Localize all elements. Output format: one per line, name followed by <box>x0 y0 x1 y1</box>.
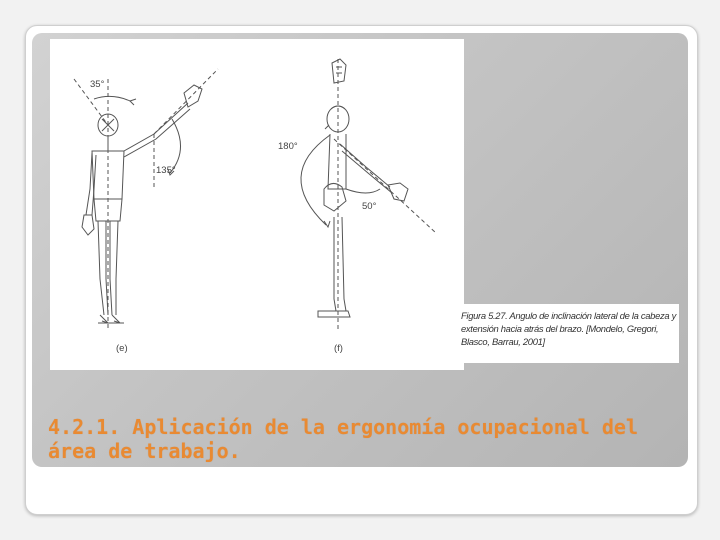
angle-label-135: 135° <box>156 165 176 176</box>
figure-f-reference-lines <box>334 59 436 331</box>
figure-caption: Figura 5.27. Angulo de inclinación lateral de la cabeza y extensión hacia atrás del brazo. [Mondelo, Gregori, Blasco, Barrau, 2001] <box>461 310 676 347</box>
slide-title: 4.2.1. Aplicación de la ergonomía ocupacional del área de trabajo. <box>48 415 639 463</box>
figure-drawing <box>50 39 464 370</box>
ergonomics-figure <box>50 39 464 370</box>
figure-e-body <box>82 85 202 323</box>
angle-label-180: 180° <box>278 141 298 152</box>
arc-35 <box>94 96 130 101</box>
arc-35-arrow <box>130 99 136 105</box>
panel-label-e: (e) <box>116 343 128 354</box>
figure-caption-box <box>457 304 679 363</box>
arc-50 <box>346 189 380 193</box>
arc-180 <box>301 135 330 225</box>
angle-label-35: 35° <box>90 79 105 90</box>
panel-label-f: (f) <box>334 343 343 354</box>
angle-label-50: 50° <box>362 201 377 212</box>
figure-f-body <box>318 59 408 317</box>
